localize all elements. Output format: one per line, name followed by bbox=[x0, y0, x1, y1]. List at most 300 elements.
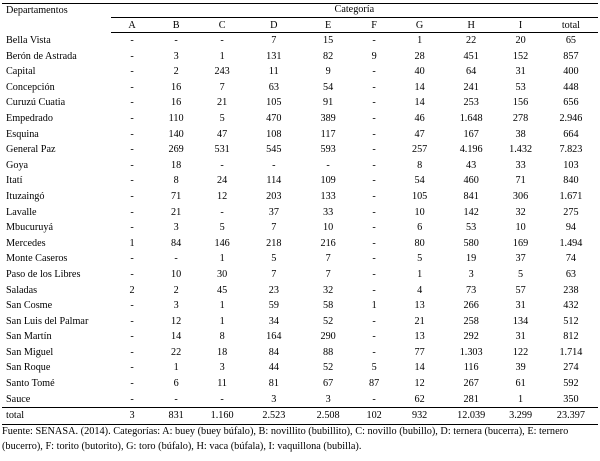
cell-a: 3 bbox=[111, 408, 154, 425]
cell-c: 8 bbox=[219, 331, 225, 343]
cell-c: 1 bbox=[219, 300, 225, 312]
cell-h: 142 bbox=[463, 206, 479, 218]
cell-a: - bbox=[130, 300, 134, 312]
cell-c: 1 bbox=[219, 253, 225, 265]
cell-e: 593 bbox=[320, 144, 336, 156]
department-name: Itatí bbox=[6, 175, 23, 187]
cell-total: 274 bbox=[563, 362, 579, 374]
cell-c: 7 bbox=[219, 81, 225, 93]
department-name: San Martín bbox=[6, 331, 52, 343]
cell-g: 4 bbox=[417, 284, 423, 296]
cell-f: - bbox=[372, 315, 376, 327]
cell-f: - bbox=[372, 128, 376, 140]
cell-c: 21 bbox=[217, 97, 228, 109]
cell-d: 34 bbox=[268, 315, 279, 327]
cell-e: 15 bbox=[323, 35, 334, 46]
cell-f: - bbox=[372, 35, 376, 46]
cell-i: 20 bbox=[515, 35, 526, 46]
cell-h: 12.039 bbox=[445, 408, 497, 425]
cell-g: 14 bbox=[414, 362, 425, 374]
cell-d: 545 bbox=[266, 144, 282, 156]
cell-h: 451 bbox=[463, 50, 479, 62]
cell-a: - bbox=[130, 378, 134, 390]
cell-h: 19 bbox=[466, 253, 477, 265]
cell-i: 152 bbox=[512, 50, 529, 62]
cell-d: 5 bbox=[271, 253, 277, 265]
cell-g: 1 bbox=[417, 35, 423, 46]
cell-c: 243 bbox=[214, 66, 230, 78]
column-header: G bbox=[394, 18, 445, 33]
cell-total: 857 bbox=[563, 50, 579, 62]
cell-b: 12 bbox=[171, 315, 182, 327]
cell-i: 61 bbox=[515, 378, 526, 390]
cell-f: - bbox=[372, 268, 376, 280]
cell-f: - bbox=[372, 159, 376, 171]
table-row bbox=[2, 283, 598, 299]
cell-i: 278 bbox=[512, 112, 529, 124]
cell-d: 84 bbox=[268, 346, 279, 358]
cell-e: 7 bbox=[325, 253, 331, 265]
cell-b: 18 bbox=[171, 159, 182, 171]
cell-c: 5 bbox=[219, 222, 225, 234]
cell-g: 77 bbox=[414, 346, 425, 358]
cell-h: 266 bbox=[463, 300, 479, 312]
table-row bbox=[2, 345, 598, 361]
cell-i: 31 bbox=[515, 331, 526, 343]
cell-i: 57 bbox=[515, 284, 526, 296]
cell-e: 33 bbox=[323, 206, 334, 218]
cell-h: 258 bbox=[463, 315, 479, 327]
cell-a: - bbox=[130, 315, 134, 327]
cell-h: 4.196 bbox=[459, 144, 483, 156]
cell-a: - bbox=[130, 206, 134, 218]
cell-i: 71 bbox=[515, 175, 526, 187]
department-name: Curuzú Cuatia bbox=[6, 97, 66, 109]
categoria-header: Categoría bbox=[111, 4, 598, 18]
cell-total: 1.714 bbox=[559, 346, 583, 358]
column-header: A bbox=[111, 18, 154, 33]
cell-total: 400 bbox=[563, 66, 579, 78]
cell-b: 16 bbox=[171, 97, 182, 109]
cell-total: 350 bbox=[563, 393, 579, 405]
cell-a: - bbox=[130, 331, 134, 343]
cell-e: 91 bbox=[323, 97, 334, 109]
cell-f: - bbox=[372, 190, 376, 202]
cell-f: - bbox=[372, 206, 376, 218]
cell-g: 21 bbox=[414, 315, 425, 327]
cell-i: 39 bbox=[515, 362, 526, 374]
table-row bbox=[2, 142, 598, 158]
cell-total: 2.946 bbox=[559, 112, 583, 124]
cell-e: 32 bbox=[323, 284, 334, 296]
cell-c: - bbox=[220, 35, 224, 46]
cell-d: 203 bbox=[266, 190, 282, 202]
department-name: Empedrado bbox=[6, 112, 53, 124]
cell-g: 932 bbox=[394, 408, 445, 425]
cell-i: 169 bbox=[512, 237, 529, 249]
department-name: Paso de los Libres bbox=[6, 268, 81, 280]
cell-b: 6 bbox=[173, 378, 179, 390]
cell-b: 2 bbox=[173, 284, 179, 296]
cell-c: - bbox=[220, 393, 224, 405]
cell-h: 253 bbox=[463, 97, 479, 109]
cell-g: 6 bbox=[417, 222, 423, 234]
cell-d: 114 bbox=[266, 175, 282, 187]
table-row bbox=[2, 49, 598, 65]
cell-e: 216 bbox=[320, 237, 336, 249]
cell-f: - bbox=[372, 253, 376, 265]
cell-d: 44 bbox=[268, 362, 279, 374]
cell-e: 2.508 bbox=[302, 408, 354, 425]
cell-g: 1 bbox=[417, 268, 423, 280]
cell-c: - bbox=[220, 206, 224, 218]
department-name: Berón de Astrada bbox=[6, 50, 77, 62]
department-name: San Luis del Palmar bbox=[6, 315, 89, 327]
cell-total: 63 bbox=[565, 268, 576, 280]
cell-c: 1.160 bbox=[199, 408, 245, 425]
cell-total: 7.823 bbox=[559, 144, 583, 156]
cell-d: 7 bbox=[271, 35, 277, 46]
table-row bbox=[2, 392, 598, 408]
department-name: General Paz bbox=[6, 144, 56, 156]
cell-total: 448 bbox=[563, 81, 579, 93]
cell-b: 2 bbox=[173, 66, 179, 78]
cell-f: - bbox=[372, 222, 376, 234]
cell-h: 64 bbox=[466, 66, 477, 78]
cell-total: 1.494 bbox=[559, 237, 583, 249]
cell-g: 13 bbox=[414, 331, 425, 343]
cell-i: 33 bbox=[515, 159, 526, 171]
column-header: E bbox=[302, 18, 354, 33]
table-row bbox=[2, 158, 598, 174]
cell-a: - bbox=[130, 81, 134, 93]
cell-d: 81 bbox=[268, 378, 279, 390]
cell-d: 63 bbox=[268, 81, 279, 93]
cell-d: 108 bbox=[266, 128, 282, 140]
cell-h: 292 bbox=[463, 331, 479, 343]
cell-e: - bbox=[326, 159, 330, 171]
cell-c: 45 bbox=[217, 284, 228, 296]
cell-f: - bbox=[372, 66, 376, 78]
cell-a: - bbox=[130, 144, 134, 156]
column-header: total bbox=[544, 18, 598, 33]
cell-f: - bbox=[372, 175, 376, 187]
cell-c: - bbox=[220, 159, 224, 171]
cell-f: - bbox=[372, 81, 376, 93]
department-name: Lavalle bbox=[6, 206, 37, 218]
department-name: Esquina bbox=[6, 128, 39, 140]
cell-d: 470 bbox=[266, 112, 282, 124]
cell-e: 9 bbox=[325, 66, 331, 78]
cell-b: 3 bbox=[173, 50, 179, 62]
cell-a: - bbox=[130, 222, 134, 234]
cell-f: - bbox=[372, 284, 376, 296]
cell-e: 10 bbox=[323, 222, 334, 234]
cell-c: 30 bbox=[217, 268, 228, 280]
cell-d: 2.523 bbox=[245, 408, 302, 425]
cell-total: 74 bbox=[565, 253, 576, 265]
cell-e: 88 bbox=[323, 346, 334, 358]
cell-c: 24 bbox=[217, 175, 228, 187]
table-row bbox=[2, 95, 598, 111]
cell-a: - bbox=[130, 253, 134, 265]
cell-h: 167 bbox=[463, 128, 479, 140]
department-name: Saladas bbox=[6, 284, 38, 296]
department-name: San Miguel bbox=[6, 346, 54, 358]
cell-g: 5 bbox=[417, 253, 423, 265]
cell-total: 275 bbox=[563, 206, 579, 218]
cell-i: 306 bbox=[512, 190, 529, 202]
table-row bbox=[2, 251, 598, 267]
table-row bbox=[2, 64, 598, 80]
department-name: Goya bbox=[6, 159, 29, 171]
cell-c: 11 bbox=[217, 378, 228, 390]
cell-total: 94 bbox=[565, 222, 576, 234]
cell-total: 656 bbox=[563, 97, 579, 109]
department-name: Ituzaingó bbox=[6, 190, 45, 202]
cell-b: 831 bbox=[153, 408, 198, 425]
cell-b: - bbox=[174, 35, 178, 46]
cell-e: 7 bbox=[325, 268, 331, 280]
cell-f: 5 bbox=[371, 362, 377, 374]
cell-b: - bbox=[174, 253, 178, 265]
cell-e: 3 bbox=[325, 393, 331, 405]
cell-h: 460 bbox=[463, 175, 479, 187]
cell-f: - bbox=[372, 393, 376, 405]
cell-g: 13 bbox=[414, 300, 425, 312]
cell-g: 14 bbox=[414, 81, 425, 93]
cell-b: 3 bbox=[173, 222, 179, 234]
cell-d: 3 bbox=[271, 393, 277, 405]
cell-f: 9 bbox=[371, 50, 377, 62]
cell-total: 812 bbox=[563, 331, 579, 343]
cell-h: 116 bbox=[463, 362, 479, 374]
cell-b: 1 bbox=[173, 362, 179, 374]
cell-a: - bbox=[130, 268, 134, 280]
cell-h: 281 bbox=[463, 393, 479, 405]
cell-i: 53 bbox=[515, 81, 526, 93]
cell-g: 40 bbox=[414, 66, 425, 78]
table-row bbox=[2, 220, 598, 236]
cell-i: 38 bbox=[515, 128, 526, 140]
table-row bbox=[2, 267, 598, 283]
department-name: Monte Caseros bbox=[6, 253, 68, 265]
cell-i: 134 bbox=[512, 315, 529, 327]
cell-f: 102 bbox=[354, 408, 394, 425]
cell-b: 3 bbox=[173, 300, 179, 312]
column-header: F bbox=[354, 18, 394, 33]
cell-b: 110 bbox=[168, 112, 184, 124]
cell-i: 32 bbox=[515, 206, 526, 218]
department-name: San Cosme bbox=[6, 300, 53, 312]
cell-b: 84 bbox=[171, 237, 182, 249]
cell-b: 16 bbox=[171, 81, 182, 93]
cell-d: 59 bbox=[268, 300, 279, 312]
column-header: I bbox=[497, 18, 543, 33]
cell-g: 46 bbox=[414, 112, 425, 124]
cell-total: 103 bbox=[563, 159, 579, 171]
cell-d: 7 bbox=[271, 222, 277, 234]
cell-e: 82 bbox=[323, 50, 334, 62]
cell-d: 37 bbox=[268, 206, 279, 218]
cell-a: - bbox=[130, 112, 134, 124]
cell-c: 1 bbox=[219, 50, 225, 62]
cell-total: 1.671 bbox=[559, 190, 583, 202]
cell-total: 65 bbox=[565, 35, 576, 46]
cell-a: - bbox=[130, 128, 134, 140]
cell-b: 269 bbox=[168, 144, 184, 156]
cell-h: 1.303 bbox=[459, 346, 483, 358]
cell-a: 2 bbox=[129, 284, 135, 296]
cell-c: 1 bbox=[219, 315, 225, 327]
cell-b: 140 bbox=[168, 128, 184, 140]
cell-c: 5 bbox=[219, 112, 225, 124]
department-name: Sauce bbox=[6, 393, 31, 405]
cell-f: - bbox=[372, 112, 376, 124]
cell-h: 22 bbox=[466, 35, 477, 46]
cell-c: 12 bbox=[217, 190, 228, 202]
cell-g: 14 bbox=[414, 97, 425, 109]
cell-c: 146 bbox=[214, 237, 230, 249]
cell-e: 52 bbox=[323, 315, 334, 327]
cell-total: 840 bbox=[563, 175, 579, 187]
cell-a: - bbox=[130, 190, 134, 202]
cell-i: 1 bbox=[518, 393, 524, 405]
cell-h: 580 bbox=[463, 237, 479, 249]
cell-e: 133 bbox=[320, 190, 336, 202]
table-row bbox=[2, 360, 598, 376]
table-row bbox=[2, 127, 598, 143]
cell-d: 11 bbox=[268, 66, 279, 78]
cell-h: 1.648 bbox=[459, 112, 483, 124]
cell-h: 53 bbox=[466, 222, 477, 234]
cell-a: 1 bbox=[129, 237, 135, 249]
cell-b: 21 bbox=[171, 206, 182, 218]
cell-d: 7 bbox=[271, 268, 277, 280]
cell-e: 54 bbox=[323, 81, 334, 93]
cell-i: 31 bbox=[515, 66, 526, 78]
department-name: total bbox=[2, 408, 111, 425]
cell-a: - bbox=[130, 362, 134, 374]
cell-g: 28 bbox=[414, 50, 425, 62]
table-row bbox=[2, 298, 598, 314]
data-table bbox=[2, 3, 598, 425]
column-header: D bbox=[245, 18, 302, 33]
table-row bbox=[2, 173, 598, 189]
cell-total: 592 bbox=[563, 378, 579, 390]
cell-g: 105 bbox=[411, 190, 428, 202]
header-row-top bbox=[2, 4, 598, 18]
cell-a: - bbox=[130, 35, 134, 46]
table-row bbox=[2, 314, 598, 330]
cell-d: 164 bbox=[266, 331, 282, 343]
cell-f: - bbox=[372, 97, 376, 109]
cell-i: 156 bbox=[512, 97, 529, 109]
cell-h: 241 bbox=[463, 81, 479, 93]
cell-b: 8 bbox=[173, 175, 179, 187]
cell-g: 257 bbox=[411, 144, 428, 156]
table-row bbox=[2, 329, 598, 345]
table-row bbox=[2, 205, 598, 221]
cell-i: 5 bbox=[518, 268, 524, 280]
cell-d: 218 bbox=[266, 237, 282, 249]
cell-a: - bbox=[130, 175, 134, 187]
cell-d: 131 bbox=[266, 50, 282, 62]
department-name: Mercedes bbox=[6, 237, 46, 249]
cell-c: 47 bbox=[217, 128, 228, 140]
cell-d: 105 bbox=[266, 97, 282, 109]
cell-c: 3 bbox=[219, 362, 225, 374]
cell-e: 117 bbox=[320, 128, 336, 140]
table-row bbox=[2, 33, 598, 49]
department-name: Santo Tomé bbox=[6, 378, 55, 390]
cell-b: - bbox=[174, 393, 178, 405]
cell-e: 290 bbox=[320, 331, 336, 343]
cell-f: 1 bbox=[371, 300, 377, 312]
table-row bbox=[2, 111, 598, 127]
table-body bbox=[2, 33, 598, 425]
cell-h: 73 bbox=[466, 284, 477, 296]
department-name: Capital bbox=[6, 66, 36, 78]
cell-total: 238 bbox=[563, 284, 579, 296]
cell-e: 52 bbox=[323, 362, 334, 374]
column-header: C bbox=[199, 18, 245, 33]
cell-h: 841 bbox=[463, 190, 479, 202]
cell-e: 109 bbox=[320, 175, 336, 187]
cell-b: 14 bbox=[171, 331, 182, 343]
cell-a: - bbox=[130, 97, 134, 109]
cell-a: - bbox=[130, 393, 134, 405]
cell-f: - bbox=[372, 331, 376, 343]
departamentos-header: Departamentos bbox=[2, 4, 111, 33]
cell-g: 54 bbox=[414, 175, 425, 187]
department-name: Mbucuruyá bbox=[6, 222, 53, 234]
cell-e: 389 bbox=[320, 112, 336, 124]
table-row bbox=[2, 189, 598, 205]
table-row bbox=[2, 376, 598, 392]
cell-i: 3.299 bbox=[497, 408, 543, 425]
department-name: San Roque bbox=[6, 362, 51, 374]
cell-f: - bbox=[372, 237, 376, 249]
column-header: B bbox=[153, 18, 198, 33]
cell-f: - bbox=[372, 144, 376, 156]
cell-f: - bbox=[372, 346, 376, 358]
cell-b: 71 bbox=[171, 190, 182, 202]
cell-a: - bbox=[130, 159, 134, 171]
cell-i: 37 bbox=[515, 253, 526, 265]
total-row bbox=[2, 408, 598, 425]
cell-a: - bbox=[130, 66, 134, 78]
cell-c: 18 bbox=[217, 346, 228, 358]
cell-b: 10 bbox=[171, 268, 182, 280]
cell-h: 43 bbox=[466, 159, 477, 171]
table-row bbox=[2, 80, 598, 96]
cell-total: 512 bbox=[563, 315, 579, 327]
cell-b: 22 bbox=[171, 346, 182, 358]
cell-i: 10 bbox=[515, 222, 526, 234]
cell-total: 23.397 bbox=[544, 408, 598, 425]
cell-a: - bbox=[130, 346, 134, 358]
cell-g: 12 bbox=[414, 378, 425, 390]
cell-d: 23 bbox=[268, 284, 279, 296]
cell-i: 31 bbox=[515, 300, 526, 312]
footnote: Fuente: SENASA. (2014). Categorías: A: buey (buey búfalo), B: novillito (bubillito), C: novillo (bubillo), D: ternera (bucerra), E: ternero (bucerro), F: torito (butorito), G: toro (búfalo), H: vaca (búfala), I: vaquillona (bubilla). bbox=[2, 426, 569, 452]
cell-g: 47 bbox=[414, 128, 425, 140]
department-name: Bella Vista bbox=[6, 34, 51, 46]
cell-h: 3 bbox=[468, 268, 474, 280]
column-header: H bbox=[445, 18, 497, 33]
cell-f: 87 bbox=[369, 378, 380, 390]
